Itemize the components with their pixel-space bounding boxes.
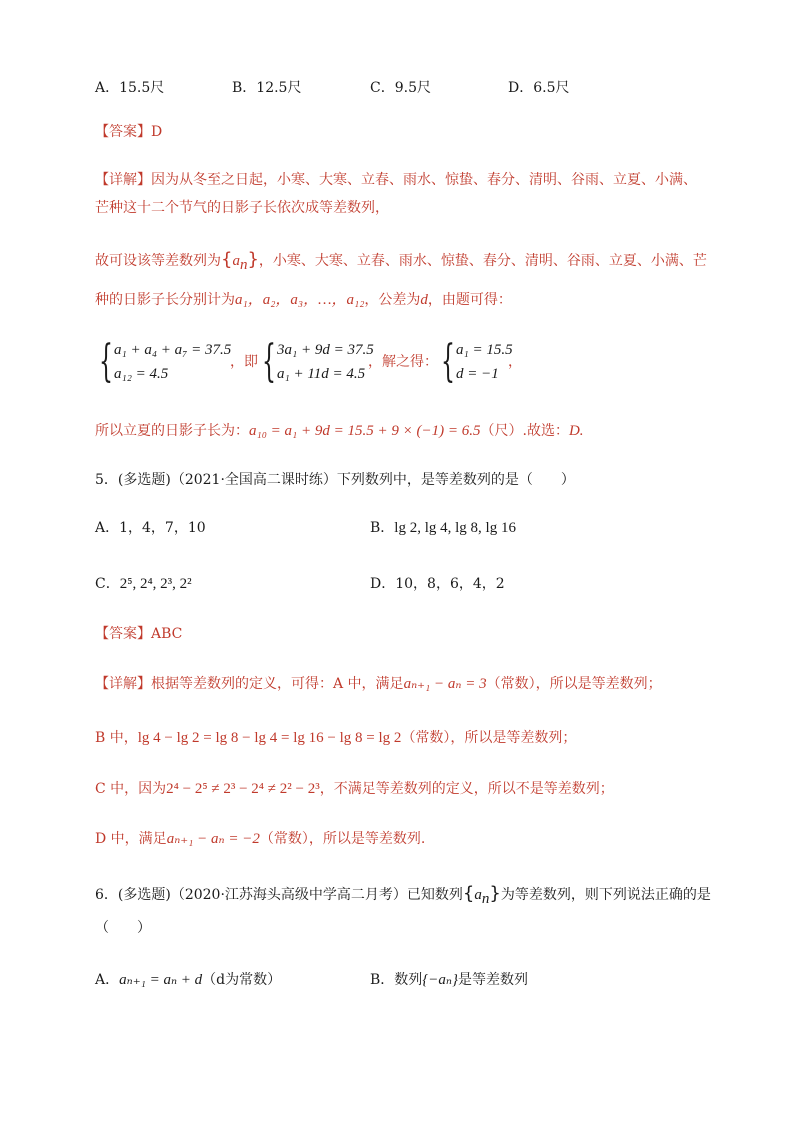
answer-value: D (151, 124, 163, 140)
answer-tag: 【答案】 (95, 626, 151, 642)
option-formula: {−aₙ} (422, 972, 458, 988)
detail-text: ，不满足等差数列的定义，所以不是等差数列； (319, 781, 614, 797)
seq-symbol: a (232, 253, 240, 269)
system1-eq1: a₁ + a₄ + a₇ = 37.5 (114, 342, 232, 358)
q4-option-a: A．15.5尺 (95, 80, 165, 96)
system3-eq1: a₁ = 15.5 (456, 342, 513, 358)
option-label: A． (95, 972, 120, 988)
option-math: 2⁵, 2⁴, 2³, 2² (119, 576, 192, 592)
answer-tag: 【答案】 (95, 124, 151, 140)
q5-stem: 5．(多选题)（2021·全国高二课时练）下列数列中，是等差数列的是（ ） (95, 472, 575, 488)
detail-tag: 【详解】 (95, 172, 151, 188)
detail-text: ，小寒、大寒、立春、雨水、惊蛰、春分、清明、谷雨、立夏、小满、芒 (258, 253, 707, 269)
set-brace-right: } (489, 883, 501, 904)
q4-conclusion (95, 421, 584, 441)
system1-eq2: a₁₂ = 4.5 (114, 366, 169, 382)
q6-stem-line2: （ ） (95, 920, 151, 936)
seq-symbol: a (474, 887, 482, 903)
stem-text: 为等差数列，则下列说法正确的是 (500, 887, 711, 903)
detail-text: （尺）.故选： (480, 423, 569, 439)
terms-list: a₁，a₂，a₃，…，a₁₂ (235, 292, 365, 308)
detail-formula: 2⁴ − 2⁵ ≠ 2³ − 2⁴ ≠ 2² − 2³ (166, 781, 320, 797)
separator-jie: ，解之得： (368, 354, 438, 370)
detail-text: 故可设该等差数列为 (95, 253, 221, 269)
q4-answer (95, 122, 162, 142)
detail-text: （常数），所以是等差数列. (259, 831, 426, 847)
q4-detail-line3 (95, 250, 707, 275)
q6-option-a (95, 970, 281, 990)
q5-detail-b (95, 728, 576, 748)
detail-text: D 中，满足 (95, 831, 167, 847)
q4-option-b: B．12.5尺 (232, 80, 302, 96)
seq-subscript: n (239, 256, 248, 273)
option-text: （d为常数） (202, 972, 282, 988)
q4-detail-line2: 芒种这十二个节气的日影子长依次成等差数列， (95, 200, 389, 216)
answer-value: ABC (151, 626, 183, 642)
q5-option-d: D．10，8，6，4，2 (370, 576, 505, 592)
q6-stem (95, 884, 711, 909)
brace-icon: { (99, 336, 113, 387)
q5-detail-a (95, 674, 662, 694)
q5-option-c (95, 574, 192, 594)
q6-option-b (370, 970, 528, 990)
system2-eq1: 3a₁ + 9d = 37.5 (277, 342, 374, 358)
system3-eq2: d = −1 (456, 366, 499, 382)
detail-tag: 【详解】 (95, 676, 151, 692)
set-brace-right: } (247, 249, 259, 270)
conclusion-formula: a₁₀ = a₁ + 9d = 15.5 + 9 × (−1) = 6.5 (249, 423, 481, 439)
system-end: ， (508, 354, 522, 370)
q4-option-d: D．6.5尺 (508, 80, 570, 96)
seq-subscript: n (481, 890, 490, 907)
detail-formula: lg 4 − lg 2 = lg 8 − lg 4 = lg 16 − lg 8 = lg 2 (137, 730, 402, 746)
q5-option-a: A．1，4，7，10 (95, 520, 206, 536)
d-symbol: d (420, 292, 428, 308)
detail-formula: aₙ₊₁ − aₙ = −2 (166, 831, 260, 847)
set-brace-left: { (221, 249, 233, 270)
q5-detail-d (95, 829, 425, 849)
detail-formula: aₙ₊₁ − aₙ = 3 (403, 676, 487, 692)
detail-text: 种的日影子长分别计为 (95, 292, 235, 308)
q4-detail-line4 (95, 290, 512, 310)
q5-option-b (370, 518, 516, 538)
option-label: C． (95, 576, 120, 592)
q5-detail-c (95, 779, 614, 799)
conclusion-choice: D. (568, 423, 584, 439)
detail-text: ，公差为 (364, 292, 421, 308)
option-text: 是等差数列 (458, 972, 528, 988)
detail-text: （常数），所以是等差数列； (401, 730, 577, 746)
system2-eq2: a₁ + 11d = 4.5 (277, 366, 366, 382)
equation-system-1 (92, 338, 231, 386)
equation-system-3 (434, 338, 513, 386)
equation-system-2 (255, 338, 374, 386)
detail-text: 所以立夏的日影子长为： (95, 423, 249, 439)
brace-icon: { (441, 336, 455, 387)
detail-text: 因为从冬至之日起，小寒、大寒、立春、雨水、惊蛰、春分、清明、谷雨、立夏、小满、 (151, 172, 697, 188)
detail-text: C 中，因为 (95, 781, 167, 797)
set-brace-left: { (462, 883, 475, 904)
q5-answer (95, 624, 182, 644)
q4-detail-line1 (95, 170, 697, 190)
option-math: lg 2, lg 4, lg 8, lg 16 (394, 520, 516, 536)
separator-ji: ，即 (230, 354, 258, 370)
q4-option-c: C．9.5尺 (370, 80, 431, 96)
option-label: B． (370, 520, 395, 536)
stem-text: 6．(多选题)（2020·江苏海头高级中学高二月考）已知数列 (95, 887, 463, 903)
detail-text: 根据等差数列的定义，可得：A 中，满足 (151, 676, 404, 692)
detail-text: （常数），所以是等差数列； (486, 676, 662, 692)
option-formula: aₙ₊₁ = aₙ + d (119, 972, 203, 988)
option-label: B．数列 (370, 972, 423, 988)
detail-text: ，由题可得： (427, 292, 512, 308)
brace-icon: { (262, 336, 276, 387)
detail-text: B 中， (95, 730, 138, 746)
